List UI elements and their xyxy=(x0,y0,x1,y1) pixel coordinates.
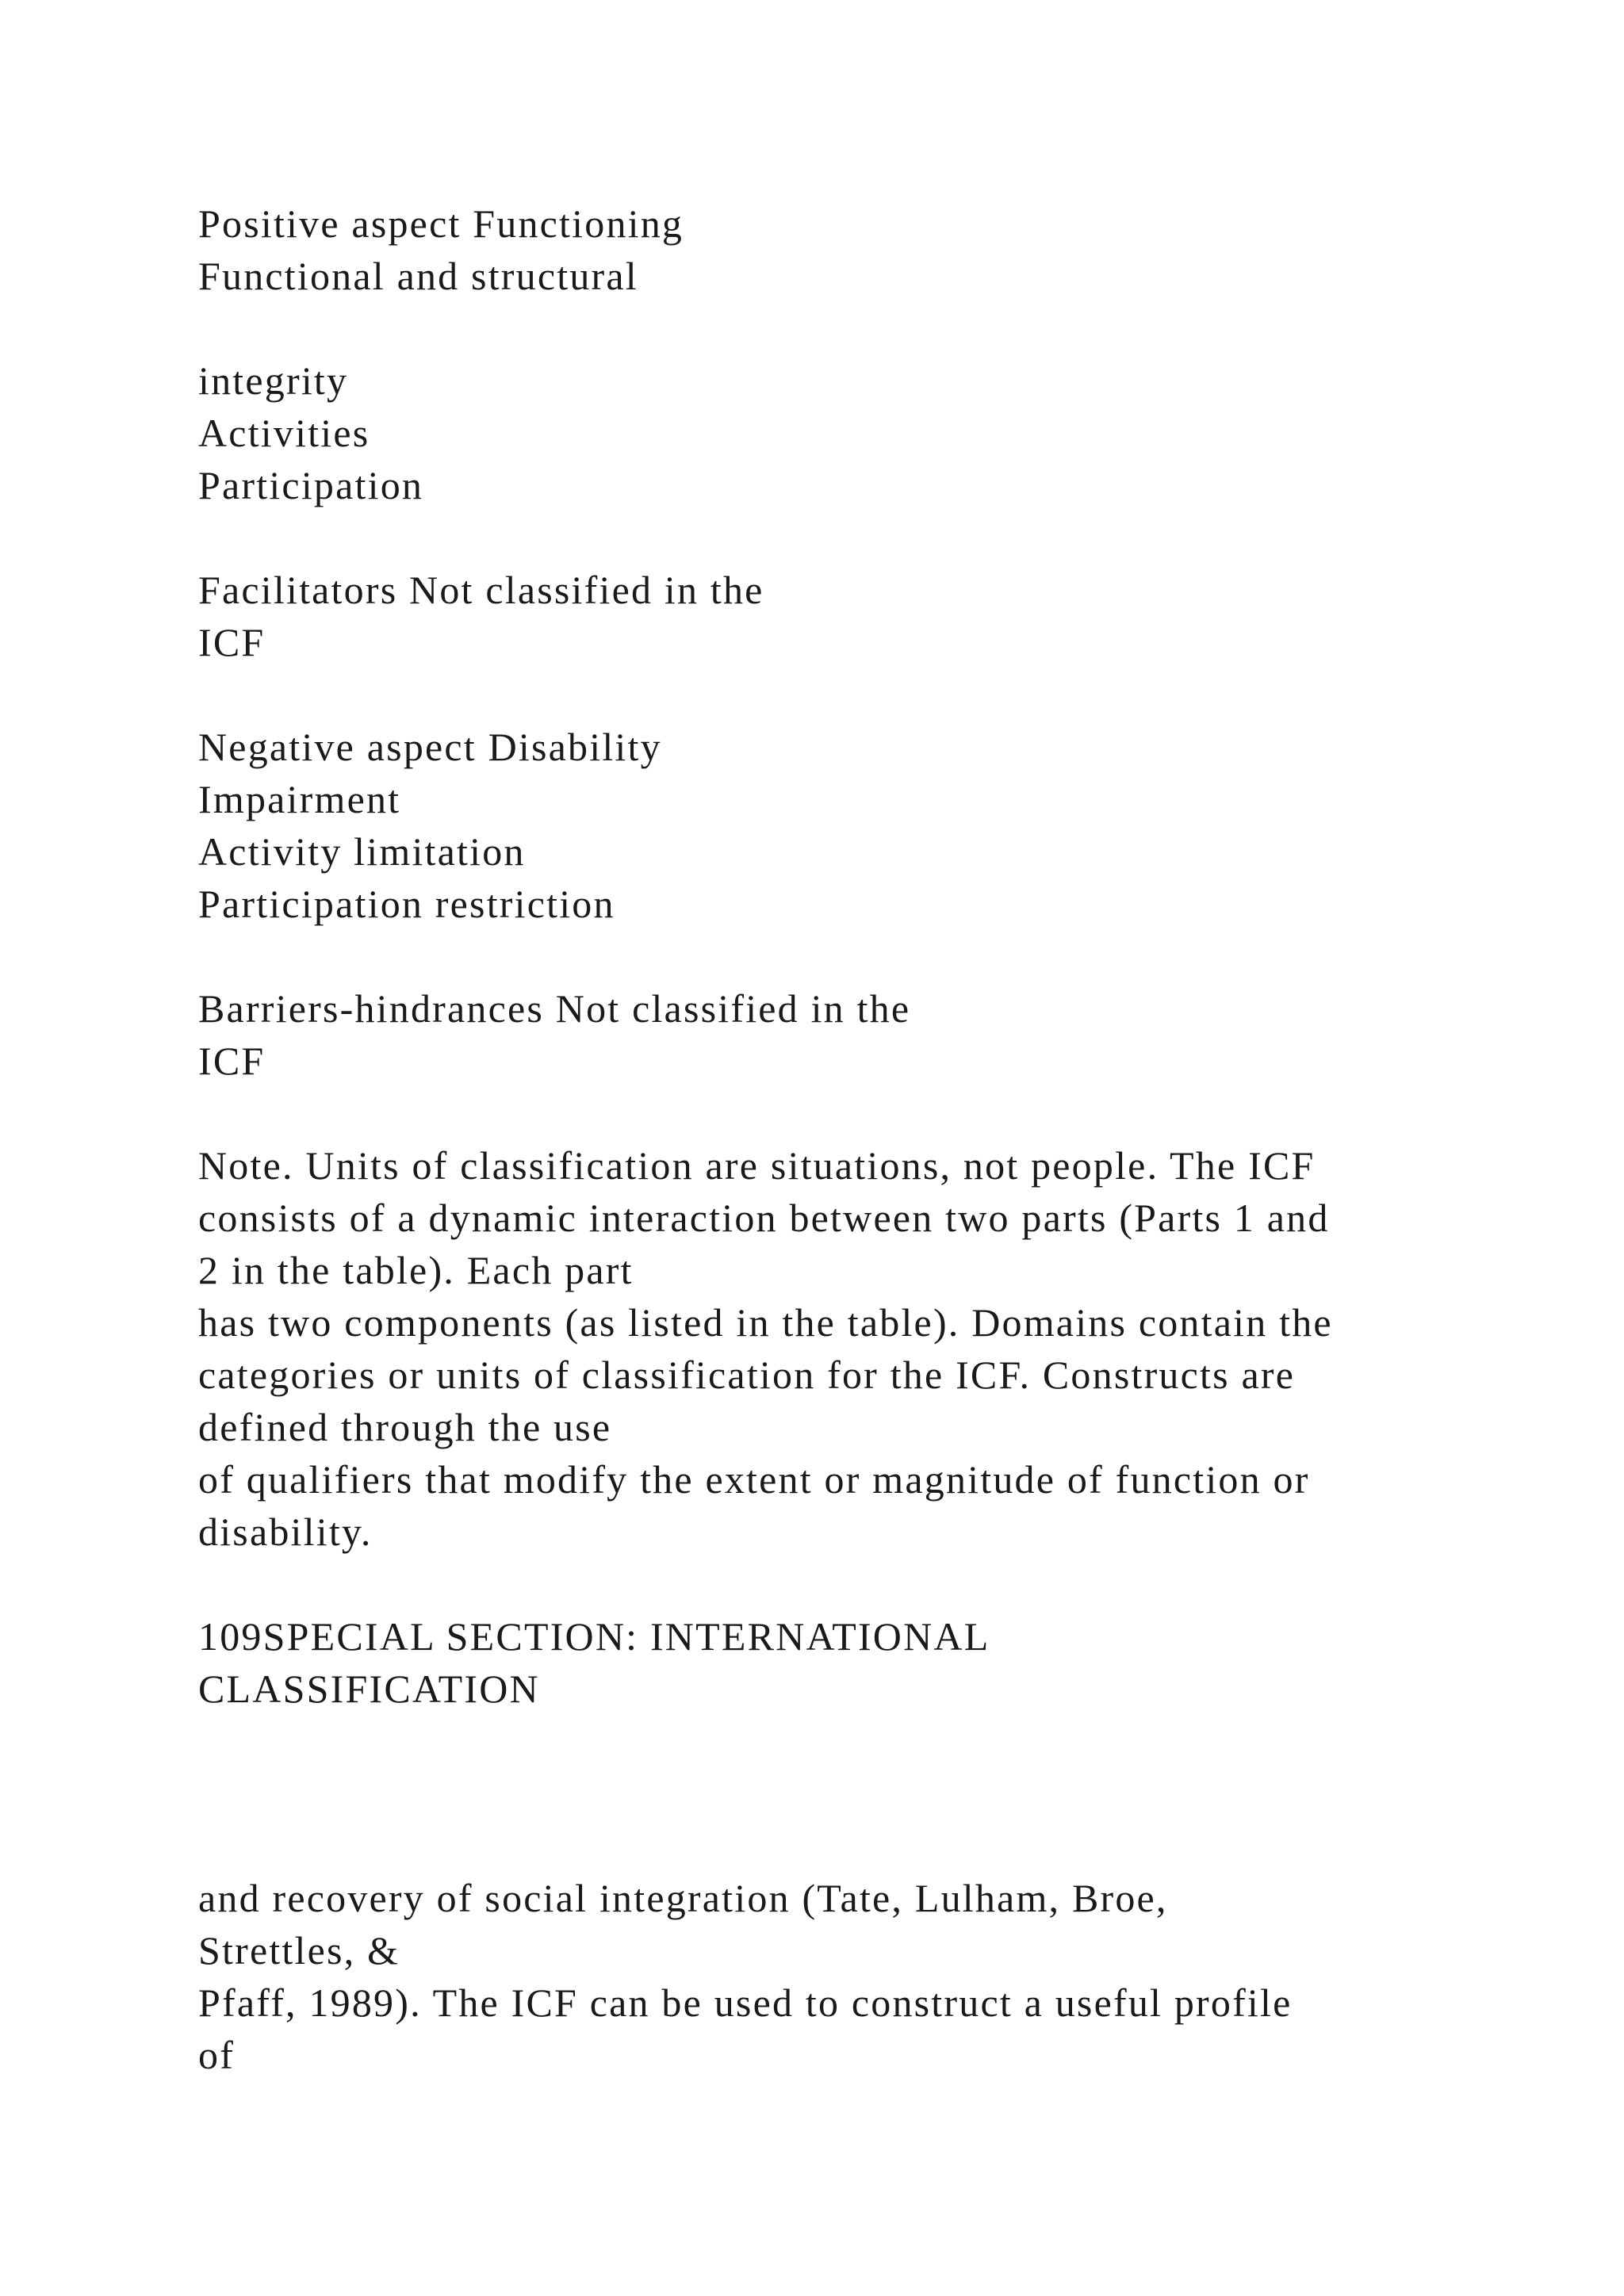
text-line: Functional and structural xyxy=(198,254,638,298)
text-line: consists of a dynamic interaction between two parts (Parts 1 and xyxy=(198,1196,1330,1240)
text-line: disability. xyxy=(198,1510,373,1554)
text-line: has two components (as listed in the table). Domains contain the xyxy=(198,1300,1333,1345)
text-line: integrity xyxy=(198,358,349,403)
text-line: Activities xyxy=(198,411,370,455)
text-line: ICF xyxy=(198,620,266,664)
text-line: Participation xyxy=(198,463,424,507)
text-line: of qualifiers that modify the extent or magnitude of function or xyxy=(198,1457,1310,1502)
text-line: and recovery of social integration (Tate, Lulham, Broe, xyxy=(198,1876,1168,1920)
section-heading: CLASSIFICATION xyxy=(198,1667,540,1711)
text-line: Negative aspect Disability xyxy=(198,725,662,769)
text-line: Positive aspect Functioning xyxy=(198,201,684,246)
section-heading: 109SPECIAL SECTION: INTERNATIONAL xyxy=(198,1614,990,1659)
text-line: categories or units of classification for the ICF. Constructs are xyxy=(198,1353,1296,1397)
text-line: defined through the use xyxy=(198,1405,612,1449)
text-line: 2 in the table). Each part xyxy=(198,1248,634,1292)
text-line: ICF xyxy=(198,1039,266,1083)
text-line: Facilitators Not classified in the xyxy=(198,568,764,612)
text-line: Barriers-hindrances Not classified in the xyxy=(198,986,911,1031)
text-line: of xyxy=(198,2033,236,2077)
text-line: Activity limitation xyxy=(198,829,526,874)
text-line: Participation restriction xyxy=(198,882,615,926)
text-line: Pfaff, 1989). The ICF can be used to construct a useful profile xyxy=(198,1980,1293,2025)
text-line: Note. Units of classification are situations, not people. The ICF xyxy=(198,1143,1316,1188)
text-line: Impairment xyxy=(198,777,401,821)
text-line: Strettles, & xyxy=(198,1928,400,1973)
